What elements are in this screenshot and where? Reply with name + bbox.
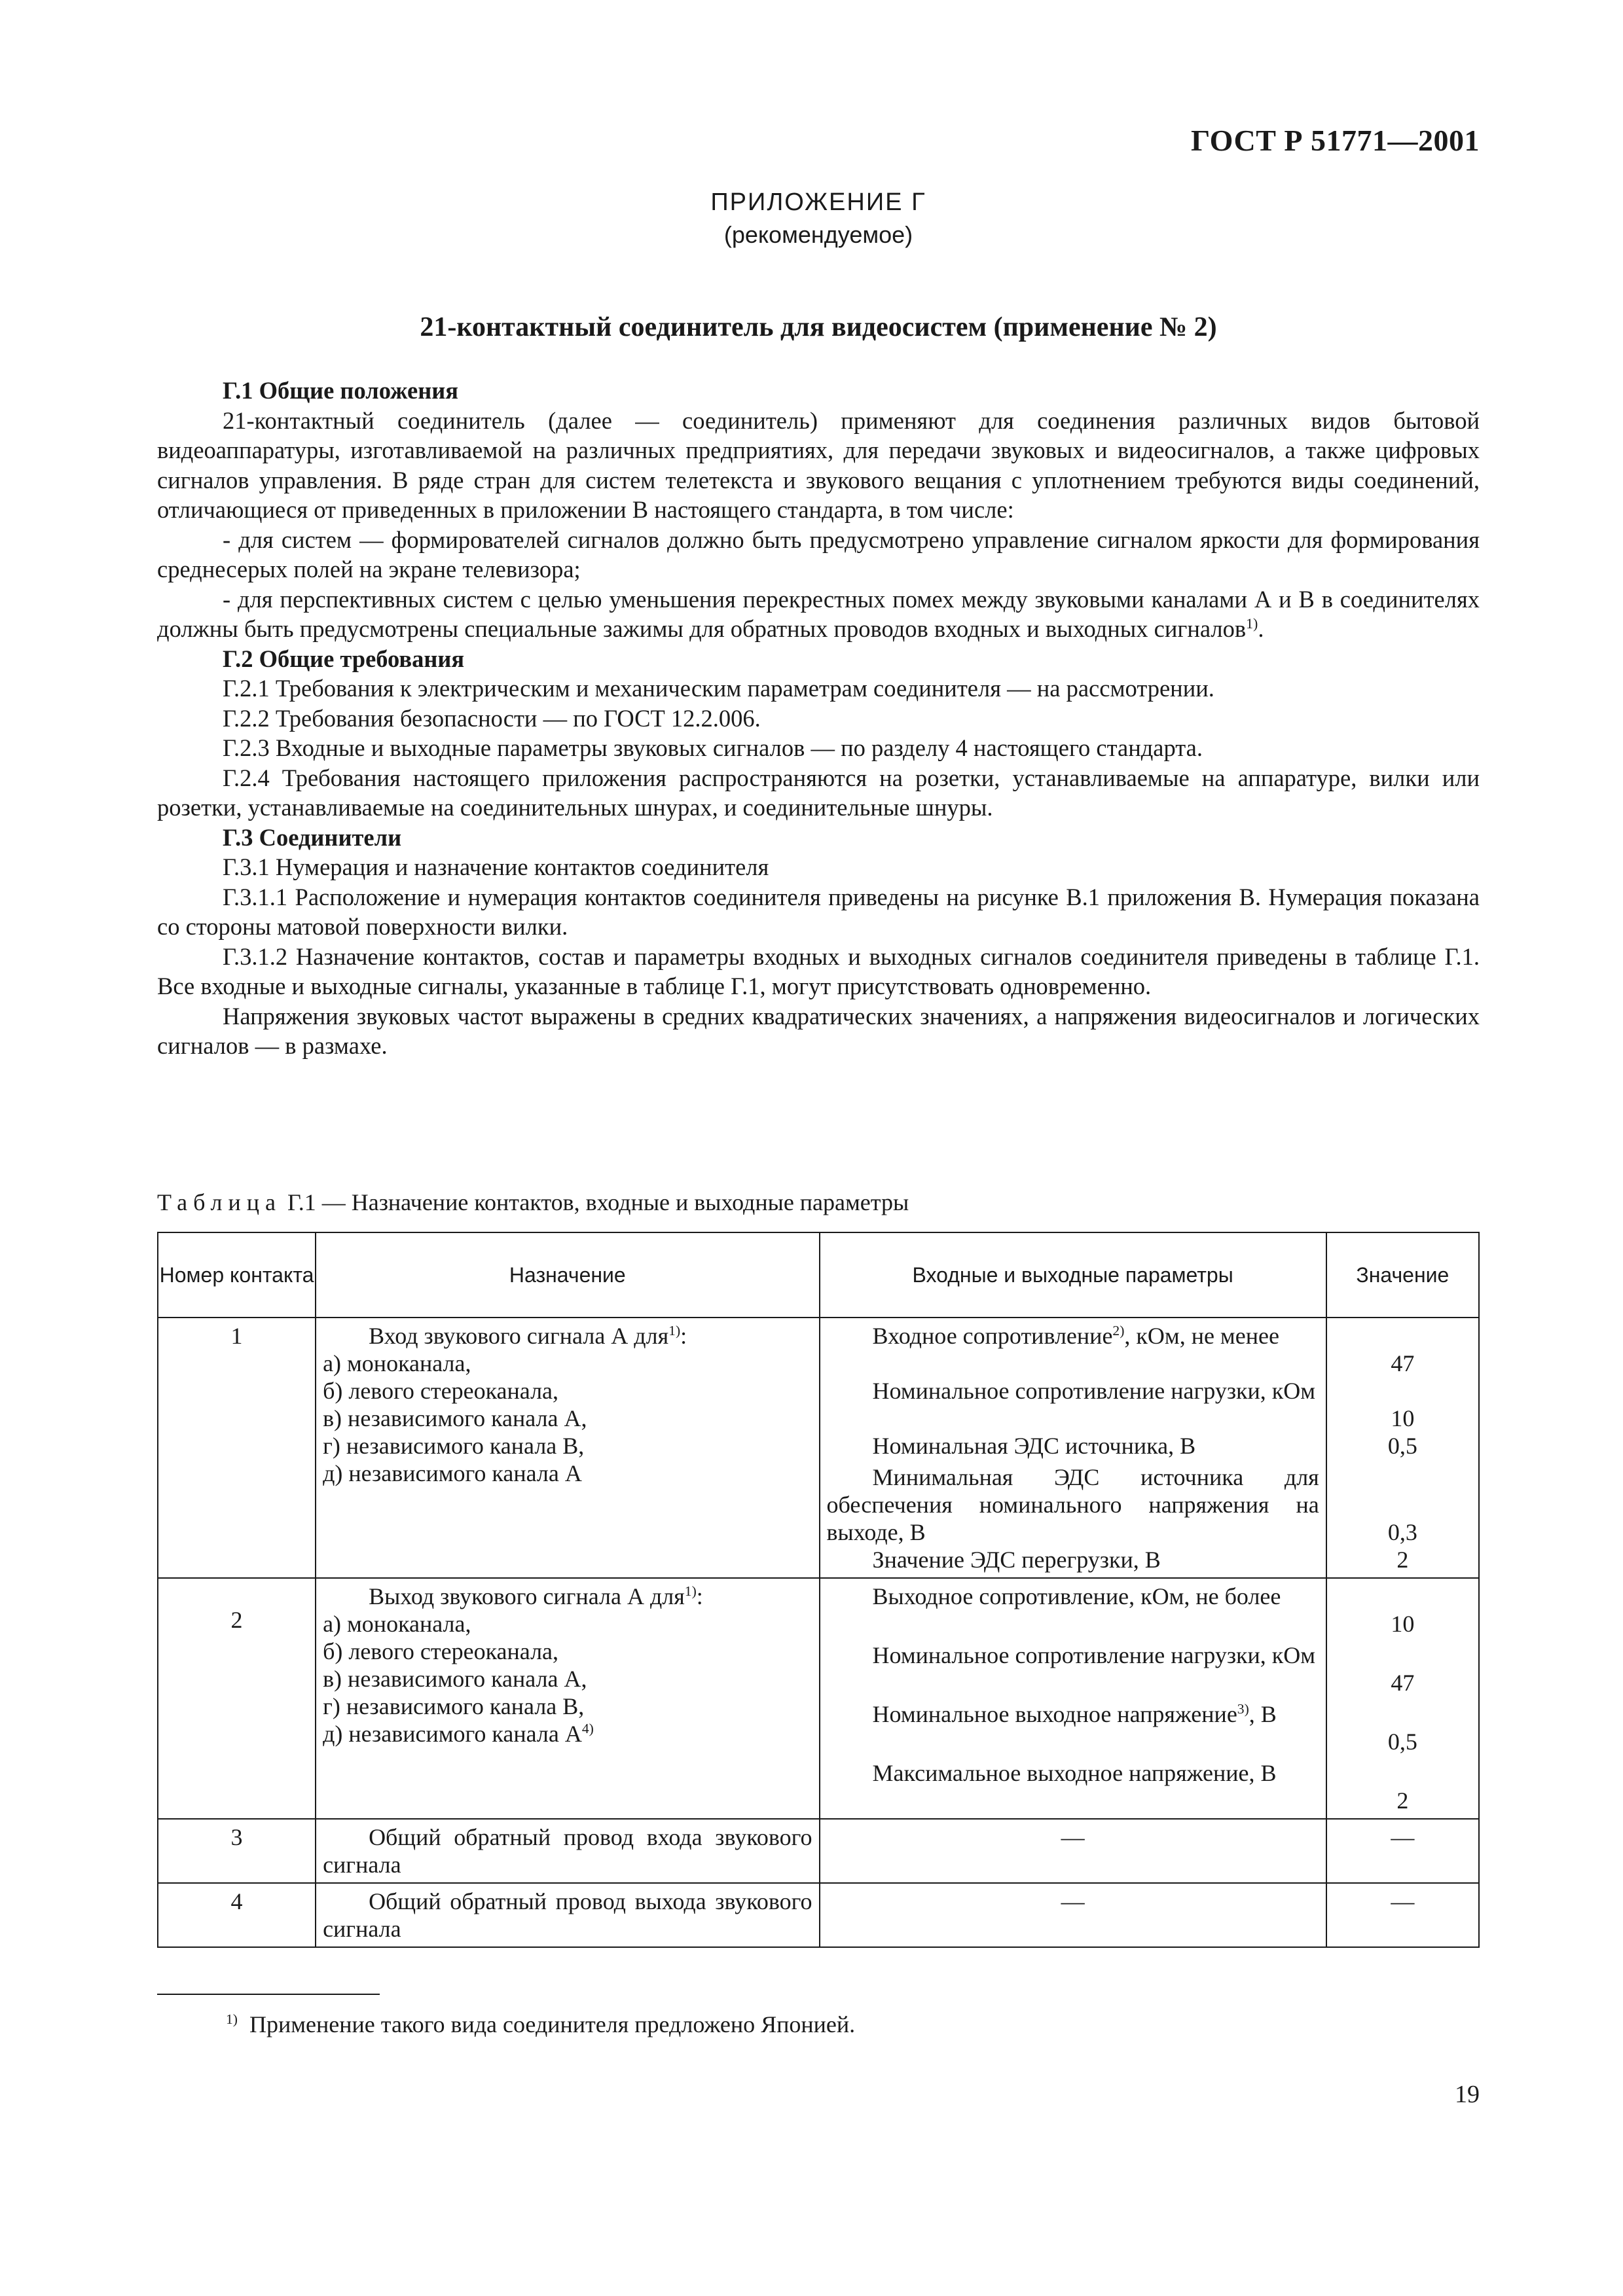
purpose-list — [323, 1610, 812, 1748]
contact-values — [1326, 1578, 1479, 1819]
list-item-dash-2 — [157, 584, 1480, 644]
document-page — [157, 0, 1480, 2296]
parameter: Номинальная ЭДС источника, В — [872, 1433, 1196, 1459]
purpose-list — [323, 1350, 812, 1487]
param-text: Номинальное выходное напряжение — [872, 1701, 1237, 1727]
contact-parameters: — — [820, 1819, 1326, 1883]
contact-number: 4 — [158, 1883, 316, 1947]
footnote-divider — [157, 1994, 380, 1995]
footnote-ref: 2) — [1112, 1323, 1125, 1338]
parameter: Минимальная ЭДС источника для обеспечения номинального напряжения на выходе, В — [826, 1464, 1319, 1545]
list-item-dash-1: - для систем — формирователей сигналов должно быть предусмотрено управление сигналом яркости для формирования среднесерых полей на экране телевизора; — [157, 526, 1480, 583]
paragraph-g3-1-2: Г.3.1.2 Назначение контактов, состав и параметры входных и выходных сигналов соединителя приведены в таблице Г.1. Все входные и выходные сигналы, указанные в таблице Г.1, могут присутствовать одновременно. — [157, 942, 1480, 999]
contact-parameters: — — [820, 1883, 1326, 1947]
parameter: Номинальное сопротивление нагрузки, кОм — [872, 1642, 1316, 1668]
body-text — [157, 376, 1480, 1061]
list-item: а) моноканала, — [323, 1611, 471, 1637]
purpose-title — [323, 1322, 812, 1350]
standard-designation: ГОСТ Р 51771—2001 — [1191, 124, 1480, 157]
dash-2-text: - для перспективных систем с целью уменьшения перекрестных помех между звуковыми каналами А и В в соединителях должны быть предусмотрены специальные зажимы для обратных проводов входных и выходных сигналов — [157, 585, 1480, 642]
list-item: б) левого стереоканала, — [323, 1378, 559, 1404]
paragraph-g2-4: Г.2.4 Требования настоящего приложения распространяются на розетки, устанавливаемые на аппаратуре, вилки или розетки, устанавливаемые на соединительных шнурах, и соединительные шнуры. — [157, 764, 1480, 821]
table-row — [158, 1578, 1479, 1819]
parameter: Максимальное выходное напряжение, В — [872, 1760, 1277, 1786]
paragraph-g3-1-1: Г.3.1.1 Расположение и нумерация контактов соединителя приведены на рисунке В.1 приложения В. Нумерация показана со стороны матовой поверхности вилки. — [157, 883, 1480, 940]
list-item: д) независимого канала А — [323, 1460, 582, 1486]
footnote-ref: 1) — [684, 1583, 697, 1599]
section-heading-g3: Г.3 Соединители — [223, 823, 402, 851]
purpose-text: Общий обратный провод выхода звукового сигнала — [323, 1888, 812, 1942]
contact-number: 1 — [158, 1318, 316, 1578]
purpose-title-text: Выход звукового сигнала А для — [369, 1583, 685, 1609]
header-parameters: Входные и выходные параметры — [820, 1232, 1326, 1318]
table-caption-word: Таблица — [157, 1189, 282, 1215]
paragraph-g2-1: Г.2.1 Требования к электрическим и механическим параметрам соединителя — на рассмотрении. — [223, 675, 1214, 702]
purpose-text: Общий обратный провод входа звукового сигнала — [323, 1824, 812, 1878]
table-caption — [157, 1189, 909, 1216]
header-purpose: Назначение — [316, 1232, 819, 1318]
parameter — [827, 1700, 1319, 1755]
contacts-table — [157, 1232, 1480, 1948]
purpose-title-end: : — [696, 1583, 703, 1609]
footnote-mark: 1) — [226, 2011, 238, 2027]
table-row — [158, 1318, 1479, 1578]
param-text: Входное сопротивление — [872, 1323, 1113, 1349]
list-item — [323, 1720, 812, 1748]
footnote — [226, 2011, 855, 2038]
footnote-text: Применение такого вида соединителя предложено Японией. — [249, 2011, 856, 2037]
header-value: Значение — [1326, 1232, 1479, 1318]
footnote-ref: 3) — [1237, 1701, 1249, 1717]
purpose-title-end: : — [680, 1323, 687, 1349]
contact-values: — — [1326, 1819, 1479, 1883]
list-item: в) независимого канала А, — [323, 1666, 587, 1692]
contact-purpose — [316, 1318, 819, 1578]
parameter — [827, 1322, 1319, 1377]
paragraph-g3-1: Г.3.1 Нумерация и назначение контактов соединителя — [223, 853, 769, 880]
purpose-title — [323, 1583, 812, 1610]
contact-values — [1326, 1318, 1479, 1578]
value: 47 — [1391, 1350, 1415, 1376]
table-row — [158, 1819, 1479, 1883]
value: 10 — [1391, 1405, 1415, 1431]
section-heading-g1: Г.1 Общие положения — [223, 377, 459, 404]
footnote-ref: 1) — [668, 1323, 681, 1338]
purpose-title-text: Вход звукового сигнала А для — [369, 1323, 669, 1349]
contact-number: 3 — [158, 1819, 316, 1883]
table-header-row — [158, 1232, 1479, 1318]
table-caption-text: Г.1 — Назначение контактов, входные и выходные параметры — [287, 1189, 909, 1215]
list-item-text: д) независимого канала А — [323, 1721, 582, 1747]
appendix-title: ПРИЛОЖЕНИЕ Г — [710, 188, 926, 216]
document-title: 21-контактный соединитель для видеосистем (применение № 2) — [420, 312, 1217, 342]
contact-parameters — [820, 1578, 1326, 1819]
parameter: Выходное сопротивление, кОм, не более — [872, 1583, 1281, 1609]
list-item: б) левого стереоканала, — [323, 1638, 559, 1664]
page-number: 19 — [1455, 2081, 1480, 2108]
value: 2 — [1396, 1787, 1409, 1814]
footnote-ref: 1) — [1246, 615, 1258, 632]
contact-values: — — [1326, 1883, 1479, 1947]
value: 0,5 — [1387, 1729, 1417, 1755]
parameter: Значение ЭДС перегрузки, В — [872, 1547, 1161, 1573]
footnote-ref: 4) — [581, 1721, 594, 1736]
param-text-end: , В — [1249, 1701, 1277, 1727]
list-item: г) независимого канала В, — [323, 1433, 585, 1459]
contact-number: 2 — [158, 1578, 316, 1819]
paragraph-g2-3: Г.2.3 Входные и выходные параметры звуковых сигналов — по разделу 4 настоящего стандарта. — [223, 734, 1203, 761]
contact-purpose — [316, 1819, 819, 1883]
paragraph-g3-note: Напряжения звуковых частот выражены в средних квадратических значениях, а напряжения видеосигналов и логических сигналов — в размахе. — [157, 1002, 1480, 1059]
param-text-end: , кОм, не менее — [1124, 1323, 1279, 1349]
table-row — [158, 1883, 1479, 1947]
contact-purpose — [316, 1578, 819, 1819]
contact-parameters — [820, 1318, 1326, 1578]
parameter: Номинальное сопротивление нагрузки, кОм — [872, 1378, 1316, 1404]
list-item: в) независимого канала А, — [323, 1405, 587, 1431]
contact-purpose — [316, 1883, 819, 1947]
value: 47 — [1391, 1670, 1415, 1696]
value: 0,3 — [1387, 1519, 1417, 1545]
list-item: г) независимого канала В, — [323, 1693, 585, 1719]
list-item: а) моноканала, — [323, 1350, 471, 1376]
header-contact-number: Номер контакта — [158, 1232, 316, 1318]
appendix-subtitle: (рекомендуемое) — [723, 221, 913, 248]
paragraph-g1: 21-контактный соединитель (далее — соединитель) применяют для соединения различных видов бытовой видеоаппаратуры, изготавливаемой на различных предприятиях, для передачи звуковых и видеосигналов, а также цифровых сигналов управления. В ряде стран для систем телетекста и звукового вещания с уплотнением требуются виды соединений, отличающиеся от приведенных в приложении В настоящего стандарта, в том числе: — [157, 406, 1480, 523]
dash-2-end: . — [1258, 615, 1264, 642]
section-heading-g2: Г.2 Общие требования — [223, 645, 465, 672]
value: 0,5 — [1387, 1433, 1417, 1459]
value: 2 — [1396, 1547, 1409, 1573]
value: 10 — [1391, 1611, 1415, 1637]
paragraph-g2-2: Г.2.2 Требования безопасности — по ГОСТ 12.2.006. — [223, 704, 761, 732]
